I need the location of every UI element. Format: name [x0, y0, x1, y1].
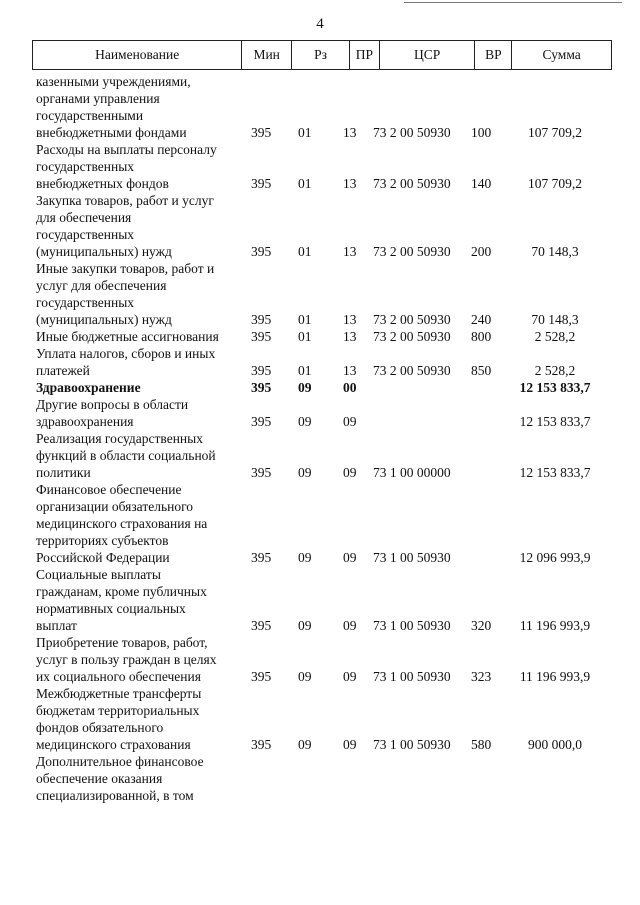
row-name-line: Дополнительное финансовое: [36, 754, 204, 769]
row-name-line: органами управления: [36, 91, 160, 106]
cell-min: 395: [251, 414, 272, 429]
cell-sum: 12 153 833,7: [519, 465, 591, 480]
cell-pr: 13: [343, 363, 357, 378]
row-name: [36, 328, 248, 345]
cell-pr: 13: [343, 244, 357, 259]
cell-rz: 01: [298, 363, 312, 378]
cell-csr: 73 2 00 50930: [373, 176, 451, 191]
cell-rz: 01: [298, 176, 312, 191]
row-name-line: гражданам, кроме публичных: [36, 584, 207, 599]
cell-vr: 850: [471, 363, 492, 378]
header-csr: ЦСР: [380, 41, 476, 69]
table-row: [0, 634, 640, 685]
cell-sum: 70 148,3: [531, 312, 579, 327]
row-name-line: платежей: [36, 363, 90, 378]
cell-vr: 140: [471, 176, 492, 191]
row-name-line: Межбюджетные трансферты: [36, 686, 202, 701]
row-name-line: Приобретение товаров, работ,: [36, 635, 208, 650]
row-name: [36, 481, 248, 566]
header-rz: Рз: [292, 41, 350, 69]
row-name-line: нормативных социальных: [36, 601, 186, 616]
cell-pr: 13: [343, 125, 357, 140]
cell-min: 395: [251, 737, 272, 752]
cell-rz: 09: [298, 465, 312, 480]
row-name-line: внебюджетных фондов: [36, 176, 169, 191]
row-name-line: Закупка товаров, работ и услуг: [36, 193, 214, 208]
cell-min: 395: [251, 550, 272, 565]
cell-sum: 2 528,2: [534, 363, 576, 378]
row-name: [36, 634, 248, 685]
cell-pr: 09: [343, 737, 357, 752]
row-name: [36, 396, 248, 430]
cell-rz: 09: [298, 550, 312, 565]
cell-vr: 800: [471, 329, 492, 344]
cell-csr: 73 1 00 00000: [373, 465, 451, 480]
cell-csr: 73 1 00 50930: [373, 737, 451, 752]
row-name: [36, 260, 248, 328]
table-row: [0, 328, 640, 345]
row-name: [36, 685, 248, 753]
row-name-line: внебюджетными фондами: [36, 125, 187, 140]
row-name-line: Уплата налогов, сборов и иных: [36, 346, 216, 361]
table-row: [0, 192, 640, 260]
row-name-line: Другие вопросы в области: [36, 397, 189, 412]
cell-sum: 107 709,2: [528, 125, 582, 140]
row-name-line: здравоохранения: [36, 414, 134, 429]
row-name-line: государственных: [36, 159, 135, 174]
row-name-line: (муниципальных) нужд: [36, 312, 172, 327]
cell-sum: 12 096 993,9: [519, 550, 591, 565]
table-row: [0, 396, 640, 430]
cell-csr: 73 2 00 50930: [373, 244, 451, 259]
cell-sum: 11 196 993,9: [519, 669, 591, 684]
cell-csr: 73 2 00 50930: [373, 363, 451, 378]
table-row: [0, 685, 640, 753]
table-row: [0, 73, 640, 141]
table-row: [0, 430, 640, 481]
row-name: [36, 141, 248, 192]
row-name-line: медицинского страхования: [36, 737, 191, 752]
cell-sum: 70 148,3: [531, 244, 579, 259]
row-name-line: Российской Федерации: [36, 550, 170, 565]
cell-pr: 09: [343, 465, 357, 480]
cell-vr: 320: [471, 618, 492, 633]
cell-min: 395: [251, 465, 272, 480]
row-name-line: организации обязательного: [36, 499, 194, 514]
row-name-line: Иные закупки товаров, работ и: [36, 261, 215, 276]
cell-min: 395: [251, 618, 272, 633]
table-row: [0, 753, 640, 804]
cell-vr: 580: [471, 737, 492, 752]
table-body: [0, 73, 640, 804]
cell-sum: 11 196 993,9: [519, 618, 591, 633]
header-sum: Сумма: [542, 47, 581, 62]
row-name: [36, 73, 248, 141]
row-name: [36, 379, 248, 396]
cell-rz: 09: [298, 737, 312, 752]
row-name-line: обеспечение оказания: [36, 771, 163, 786]
table-row: [0, 345, 640, 379]
row-name: [36, 345, 248, 379]
cell-pr: 09: [343, 550, 357, 565]
row-name-line: бюджетам территориальных: [36, 703, 200, 718]
row-name: [36, 430, 248, 481]
row-name-line: территориях субъектов: [36, 533, 169, 548]
cell-vr: 323: [471, 669, 492, 684]
row-name-line: услуг для обеспечения: [36, 278, 167, 293]
row-name-line: для обеспечения: [36, 210, 132, 225]
row-name-line: политики: [36, 465, 91, 480]
row-name: [36, 192, 248, 260]
cell-vr: 200: [471, 244, 492, 259]
cell-pr: 13: [343, 329, 357, 344]
table-row: [0, 379, 640, 396]
cell-sum: 900 000,0: [528, 737, 582, 752]
cell-rz: 09: [298, 618, 312, 633]
cell-min: 395: [251, 176, 272, 191]
cell-sum: 2 528,2: [534, 329, 576, 344]
row-name-line: их социального обеспечения: [36, 669, 201, 684]
row-name-line: Иные бюджетные ассигнования: [36, 329, 219, 344]
cell-csr: 73 2 00 50930: [373, 125, 451, 140]
cell-csr: 73 1 00 50930: [373, 669, 451, 684]
header-min: Мин: [242, 41, 292, 69]
table-header: [32, 40, 612, 70]
row-name-line: услуг в пользу граждан в целях: [36, 652, 217, 667]
row-name-line: казенными учреждениями,: [36, 74, 191, 89]
cell-sum: 107 709,2: [528, 176, 582, 191]
header-pr: ПР: [350, 41, 380, 69]
cell-vr: 100: [471, 125, 492, 140]
page-number: 4: [316, 16, 324, 32]
cell-csr: 73 1 00 50930: [373, 618, 451, 633]
row-name: [36, 566, 248, 634]
row-name-line: выплат: [36, 618, 77, 633]
cell-min: 395: [251, 125, 272, 140]
cell-vr: 240: [471, 312, 492, 327]
header-name: Наименование: [33, 41, 242, 69]
cell-min: 395: [251, 380, 272, 395]
row-name-line: функций в области социальной: [36, 448, 216, 463]
header-vr: ВР: [475, 41, 512, 69]
cell-rz: 01: [298, 329, 312, 344]
cell-csr: 73 1 00 50930: [373, 550, 451, 565]
cell-pr: 09: [343, 414, 357, 429]
cell-pr: 00: [343, 380, 357, 395]
cell-pr: 13: [343, 176, 357, 191]
cell-rz: 09: [298, 414, 312, 429]
cell-rz: 01: [298, 125, 312, 140]
row-name-line: (муниципальных) нужд: [36, 244, 172, 259]
table-row: [0, 481, 640, 566]
cell-pr: 13: [343, 312, 357, 327]
top-rule: [404, 2, 622, 3]
row-name-line: медицинского страхования на: [36, 516, 208, 531]
row-name-line: Расходы на выплаты персоналу: [36, 142, 217, 157]
cell-rz: 09: [298, 669, 312, 684]
row-name-line: Здравоохранение: [36, 380, 141, 395]
cell-rz: 01: [298, 312, 312, 327]
cell-sum: 12 153 833,7: [519, 414, 591, 429]
row-name-line: государственных: [36, 295, 135, 310]
cell-min: 395: [251, 244, 272, 259]
table-row: [0, 566, 640, 634]
cell-rz: 01: [298, 244, 312, 259]
cell-min: 395: [251, 363, 272, 378]
row-name-line: государственных: [36, 227, 135, 242]
cell-rz: 09: [298, 380, 312, 395]
cell-sum: 12 153 833,7: [519, 380, 591, 395]
row-name-line: фондов обязательного: [36, 720, 164, 735]
row-name-line: Социальные выплаты: [36, 567, 161, 582]
cell-min: 395: [251, 329, 272, 344]
cell-min: 395: [251, 669, 272, 684]
row-name-line: государственными: [36, 108, 144, 123]
cell-min: 395: [251, 312, 272, 327]
cell-pr: 09: [343, 618, 357, 633]
row-name: [36, 753, 248, 804]
table-row: [0, 141, 640, 192]
cell-csr: 73 2 00 50930: [373, 312, 451, 327]
cell-csr: 73 2 00 50930: [373, 329, 451, 344]
row-name-line: Реализация государственных: [36, 431, 203, 446]
row-name-line: специализированной, в том: [36, 788, 194, 803]
row-name-line: Финансовое обеспечение: [36, 482, 182, 497]
cell-pr: 09: [343, 669, 357, 684]
table-row: [0, 260, 640, 328]
